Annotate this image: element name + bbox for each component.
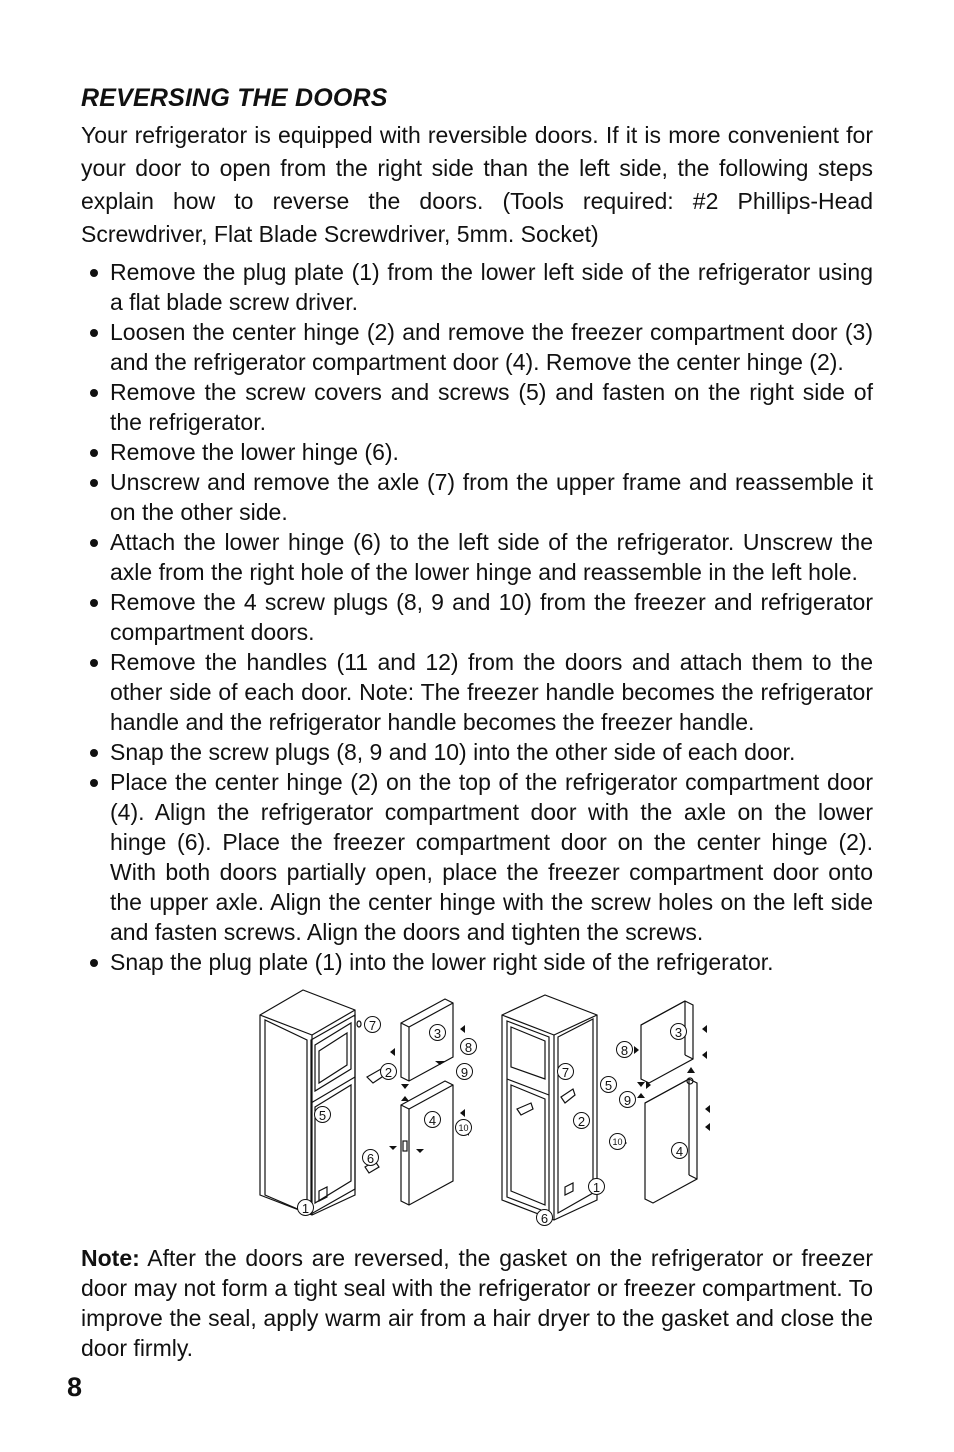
bullet-icon bbox=[90, 659, 98, 667]
page-content bbox=[81, 84, 873, 977]
list-item: Remove the plug plate (1) from the lower left side of the refrigerator using a flat blade screw driver. bbox=[81, 257, 873, 317]
callout-label: 3 bbox=[429, 1024, 446, 1041]
intro-paragraph: Your refrigerator is equipped with reversible doors. If it is more convenient for your door to open from the right side than the left side, the following steps explain how to reverse the doors. (Tools required: #2 Phillips-Head Screwdriver, Flat Blade Screwdriver, 5mm. Socket) bbox=[81, 122, 873, 247]
callout-label: 1 bbox=[588, 1178, 605, 1195]
bullet-icon bbox=[90, 329, 98, 337]
callout-label: 6 bbox=[536, 1209, 553, 1226]
list-item: Remove the screw covers and screws (5) and fasten on the right side of the refrigerator. bbox=[81, 377, 873, 437]
callout-label: 2 bbox=[573, 1112, 590, 1129]
callout-layer bbox=[255, 985, 715, 1230]
list-item: Snap the screw plugs (8, 9 and 10) into the other side of each door. bbox=[81, 737, 873, 767]
callout-label: 10 bbox=[609, 1133, 626, 1150]
callout-label: 8 bbox=[616, 1041, 633, 1058]
list-item: Snap the plug plate (1) into the lower right side of the refrigerator. bbox=[81, 947, 873, 977]
list-item: Remove the 4 screw plugs (8, 9 and 10) from the freezer and refrigerator compartment doors. bbox=[81, 587, 873, 647]
list-item: Attach the lower hinge (6) to the left side of the refrigerator. Unscrew the axle from the right hole of the lower hinge and reassemble in the left hole. bbox=[81, 527, 873, 587]
section-title: REVERSING THE DOORS bbox=[81, 84, 388, 112]
bullet-icon bbox=[90, 269, 98, 277]
callout-label: 10 bbox=[455, 1119, 472, 1136]
callout-label: 8 bbox=[460, 1038, 477, 1055]
note-text: After the doors are reversed, the gasket on the refrigerator or freezer door may not form a tight seal with the refrigerator or freezer compartment. To improve the seal, apply warm air from a hair dryer to the gasket and close the door firmly. bbox=[81, 1245, 873, 1361]
note-paragraph bbox=[81, 1243, 873, 1363]
door-reversal-diagram bbox=[255, 985, 715, 1230]
bullet-icon bbox=[90, 539, 98, 547]
list-item: Remove the handles (11 and 12) from the doors and attach them to the other side of each door. Note: The freezer handle becomes the refrigerator handle and the refrigerator handle becomes the freezer handle. bbox=[81, 647, 873, 737]
list-item: Place the center hinge (2) on the top of the refrigerator compartment door (4). Align the refrigerator compartment door with the axle on the lower hinge (6). Place the freezer compartment door on the center hinge (2). With both doors partially open, place the freezer compartment door onto the upper axle. Align the center hinge with the screw holes on the left side and fasten screws. Align the doors and tighten the screws. bbox=[81, 767, 873, 947]
callout-label: 7 bbox=[364, 1016, 381, 1033]
callout-label: 4 bbox=[424, 1111, 441, 1128]
callout-label: 6 bbox=[362, 1149, 379, 1166]
bullet-icon bbox=[90, 749, 98, 757]
bullet-icon bbox=[90, 779, 98, 787]
page-number: 8 bbox=[67, 1372, 83, 1402]
callout-label: 3 bbox=[670, 1023, 687, 1040]
callout-label: 7 bbox=[557, 1063, 574, 1080]
note-label: Note: bbox=[81, 1245, 140, 1271]
callout-label: 9 bbox=[456, 1063, 473, 1080]
callout-label: 2 bbox=[380, 1063, 397, 1080]
callout-label: 4 bbox=[671, 1142, 688, 1159]
list-item: Loosen the center hinge (2) and remove the freezer compartment door (3) and the refrigerator compartment door (4). Remove the center hinge (2). bbox=[81, 317, 873, 377]
callout-label: 1 bbox=[297, 1199, 314, 1216]
callout-label: 9 bbox=[619, 1091, 636, 1108]
bullet-icon bbox=[90, 449, 98, 457]
bullet-icon bbox=[90, 959, 98, 967]
list-item: Remove the lower hinge (6). bbox=[81, 437, 873, 467]
bullet-icon bbox=[90, 599, 98, 607]
callout-label: 5 bbox=[600, 1076, 617, 1093]
bullet-icon bbox=[90, 389, 98, 397]
steps-list bbox=[81, 257, 873, 977]
callout-label: 5 bbox=[314, 1106, 331, 1123]
bullet-icon bbox=[90, 479, 98, 487]
list-item: Unscrew and remove the axle (7) from the upper frame and reassemble it on the other side. bbox=[81, 467, 873, 527]
